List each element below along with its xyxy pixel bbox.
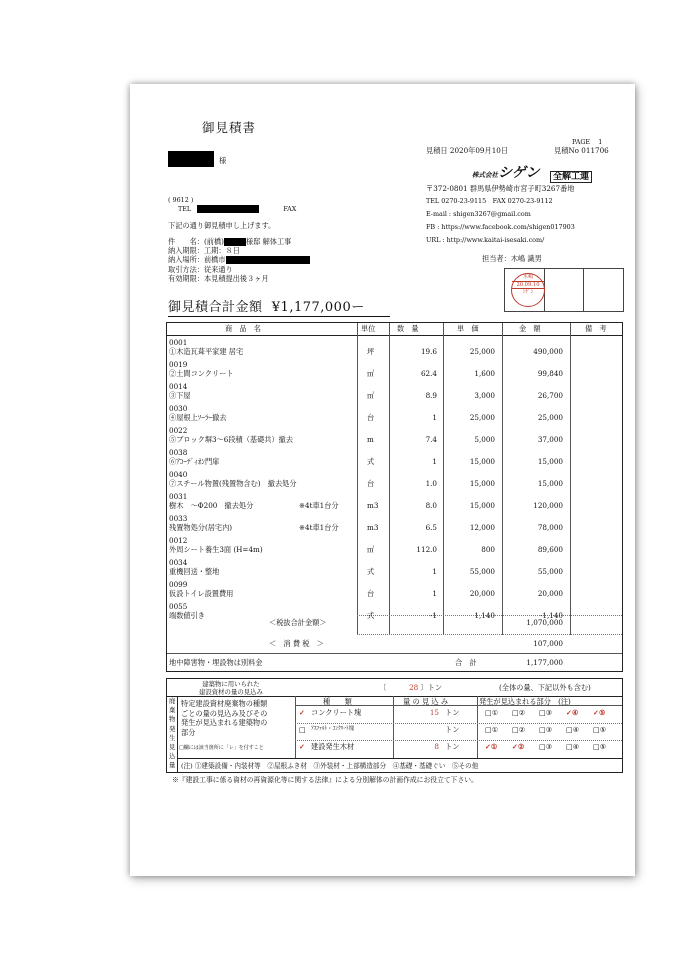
total-value: ¥1,177,000ー (271, 300, 365, 315)
grand-total-value: 1,177,000 (526, 658, 563, 667)
row-name: ⑦スチール物置(残置物含む) 撤去処分 (169, 479, 297, 488)
page-number: 1 (598, 138, 603, 146)
waste-row-checkbox[interactable]: ✓ (299, 708, 306, 717)
page-label: PAGE (572, 138, 591, 146)
row-qty: 1 (432, 589, 437, 598)
header-note: 備 考 (585, 324, 607, 333)
fax-label: FAX (283, 205, 297, 213)
row-qty: 62.4 (420, 369, 437, 378)
row-qty: 6.5 (425, 523, 437, 532)
row-price: 15,000 (469, 501, 495, 510)
waste-checkbox-note: □欄には該当箇所に「レ」を付すこと (179, 745, 264, 751)
row-price: 55,000 (469, 567, 495, 576)
row-amount: -1,140 (539, 611, 563, 620)
company-address: 〒372-0801 群馬県伊勢崎市宮子町3267番地 (426, 184, 575, 193)
field-deadline: 納入期限：工期：８日 (168, 246, 240, 256)
date-label: 見積日 (426, 146, 448, 155)
row-qty: 1 (432, 457, 437, 466)
tel-label: TEL (178, 205, 192, 213)
number-label: 見積No (554, 146, 579, 155)
honorific: 様 (219, 156, 227, 165)
row-name: ②土間コンクリート (169, 369, 234, 378)
row-code: 0030 (169, 404, 188, 413)
waste-part-checkbox[interactable]: □④ (566, 725, 580, 734)
company-url: URL : http://www.kaitai-isesaki.com/ (426, 236, 545, 244)
stamp-name: 木嶋 (512, 274, 544, 282)
row-amount: 37,000 (537, 435, 563, 444)
row-price: 1,140 (474, 611, 495, 620)
waste-part-checkbox[interactable]: □② (512, 725, 526, 734)
waste-row-qty: 8 (434, 742, 439, 751)
row-qty: 1 (432, 567, 437, 576)
waste-part-checkbox[interactable]: □① (485, 725, 499, 734)
row-price: 1,600 (474, 369, 495, 378)
field-location: 納入場所：前橋市 (168, 255, 310, 264)
row-unit: m3 (367, 501, 379, 510)
row-code: 0022 (169, 426, 188, 435)
redacted-client (168, 151, 214, 167)
row-qty: 19.6 (420, 347, 437, 356)
number-value: 011706 (581, 146, 609, 155)
document-title: 御見積書 (202, 120, 257, 135)
waste-total-note: (全体の量、下記以外も含む) (499, 683, 591, 692)
intro-text: 下記の通り御見積申し上げます。 (168, 221, 276, 230)
row-qty: 8.9 (425, 391, 437, 400)
client-name (168, 148, 226, 167)
row-price: 5,000 (474, 435, 495, 444)
representative: 担当者：木嶋 識男 (482, 254, 542, 263)
waste-row-qty: 15 (429, 708, 439, 717)
waste-row-checkbox[interactable]: □ (299, 725, 306, 734)
waste-row-unit: トン (445, 742, 460, 751)
row-unit: m (367, 435, 374, 444)
footnote: ※『建設工事に係る資材の再資源化等に関する法律』による分別解体の計画作成にお役立て下さい。 (172, 776, 478, 784)
subtotal-label: ＜税抜合計金額＞ (269, 618, 327, 627)
row-name: ①木造瓦葺平家建 居宅 (169, 347, 244, 356)
row-price: 25,000 (469, 347, 495, 356)
redacted-location (226, 256, 310, 264)
waste-row-unit: トン (445, 725, 460, 734)
side-label-char: 発 (169, 724, 176, 733)
waste-part-checkbox[interactable]: ✓② (512, 742, 525, 751)
side-label-char: 廃 (169, 697, 176, 705)
row-unit: ㎡ (367, 369, 375, 378)
total-amount (168, 296, 390, 317)
total-label: 御見積合計金額 (168, 300, 263, 315)
row-amount: 15,000 (537, 479, 563, 488)
row-unit: m3 (367, 523, 379, 532)
waste-legend: (注) ①建築設備・内装材等 ②屋根ふき材 ③外装材・上部構造部分 ④基礎・基礎ぐい ⑤その他 (181, 762, 479, 770)
logo-name: シゲン (498, 165, 540, 181)
company-tel-fax: TEL 0270-23-9115 FAX 0270-23-9112 (426, 197, 553, 205)
row-amount: 490,000 (533, 347, 563, 356)
row-amount: 99,840 (537, 369, 563, 378)
waste-part-checkbox[interactable]: ✓① (485, 742, 498, 751)
waste-row-checkbox[interactable]: ✓ (299, 742, 306, 751)
row-name: ⑥ｱｺｰﾃﾞｨｵﾝ門扉 (169, 457, 220, 466)
row-qty: -1 (429, 611, 437, 620)
redacted-subject (224, 238, 246, 246)
row-code: 0034 (169, 558, 188, 567)
side-label-char: 量 (169, 761, 176, 770)
side-label-char: 生 (169, 733, 176, 742)
badge-text: 全解工連 (550, 171, 592, 183)
col-part: 発生が見込まれる部分 (注) (479, 697, 571, 706)
row-qty: 1.0 (425, 479, 437, 488)
row-code: 0019 (169, 360, 188, 369)
row-code: 0001 (169, 338, 188, 347)
footer-note: 地中障害物・埋設物は別料金 (169, 658, 263, 667)
row-amount: 20,000 (537, 589, 563, 598)
waste-total: 〔 28 〕トン (379, 683, 443, 692)
tax-label: ＜ 消 費 税 ＞ (269, 639, 324, 648)
row-name: 仮設トイレ設置費用 (169, 589, 234, 598)
side-label-char: 込 (169, 752, 176, 761)
estimate-number (554, 146, 609, 155)
row-price: 12,000 (469, 523, 495, 532)
row-qty: 7.4 (425, 435, 437, 444)
redacted-tel (197, 205, 259, 213)
row-unit: 式 (367, 611, 375, 620)
row-code: 0038 (169, 448, 188, 457)
row-price: 3,000 (474, 391, 495, 400)
row-amount: 15,000 (537, 457, 563, 466)
row-amount: 25,000 (537, 413, 563, 422)
waste-row-unit: トン (445, 708, 460, 717)
row-amount: 89,600 (537, 545, 563, 554)
side-label-char: 見 (169, 743, 176, 752)
row-code: 0040 (169, 470, 188, 479)
waste-part-checkbox[interactable]: □③ (539, 725, 553, 734)
header-amount: 金 額 (519, 324, 541, 333)
estimate-fields (168, 237, 310, 283)
stamp-date: 20.09.10 (512, 282, 544, 290)
row-unit: 式 (367, 567, 375, 576)
waste-part-checkbox[interactable]: ✓④ (566, 708, 579, 717)
row-code: 0099 (169, 580, 188, 589)
subtotal-value: 1,070,000 (526, 618, 563, 627)
waste-part-checkbox[interactable]: □⑤ (593, 725, 607, 734)
row-unit: 台 (367, 413, 375, 422)
date-value: 2020年09月10日 (449, 146, 509, 155)
row-unit: ㎡ (367, 545, 375, 554)
waste-side-label (169, 697, 177, 771)
stamp-company: ｼｹﾞﾝ (522, 289, 534, 295)
waste-part-checkbox[interactable]: □④ (566, 742, 580, 751)
header-price: 単 価 (457, 324, 479, 333)
row-name: ③下屋 (169, 391, 191, 400)
row-name: 樹木 〜Φ200 撤去処分 (169, 501, 254, 510)
estimate-date (426, 146, 508, 155)
waste-part-checkbox[interactable]: □① (485, 708, 499, 717)
row-name: ⑤ブロック塀3〜6段積（基礎共）撤去 (169, 435, 294, 444)
waste-part-checkbox[interactable]: □② (512, 708, 526, 717)
row-name: 端数値引き (169, 611, 205, 620)
row-name: 残置物処分(居宅内) (169, 523, 233, 532)
col-qty: 量 の 見 込 み (403, 697, 449, 706)
waste-part-checkbox[interactable]: □③ (539, 742, 553, 751)
company-logo (472, 162, 539, 182)
row-name: 重機回送・整地 (169, 567, 220, 576)
row-price: 25,000 (469, 413, 495, 422)
row-unit: ㎡ (367, 391, 375, 400)
company-facebook: FB : https://www.facebook.com/shigen017903 (426, 223, 575, 231)
row-name: 外周シート養生3面 (H=4m) (169, 545, 263, 554)
side-label-char: 物 (169, 715, 176, 724)
field-terms: 取引方法：従来通り (168, 264, 233, 274)
row-code: 0014 (169, 382, 188, 391)
row-price: 800 (481, 545, 495, 554)
waste-row-kind: ｱｽﾌｧﾙﾄ・ｺﾝｸﾘｰﾄ塊 (311, 726, 355, 732)
waste-description: 特定建設資材廃棄物の種類 ごとの量の見込み及びその 発生が見込まれる建築物の 部分 (181, 699, 268, 737)
company-email: E-mail : shigen3267@gmail.com (426, 210, 531, 218)
row-amount: 120,000 (533, 501, 563, 510)
row-note: ※4t車1台分 (299, 523, 339, 532)
waste-heading: 建築物に用いられた 建設資材の量の見込み (199, 680, 263, 696)
row-code: 0055 (169, 602, 188, 611)
logo-prefix: 株式会社 (472, 171, 498, 179)
row-unit: 坪 (367, 347, 375, 356)
header-qty: 数 量 (397, 324, 419, 333)
row-amount: 55,000 (537, 567, 563, 576)
header-item: 商 品 名 (225, 324, 261, 333)
row-name: ④屋根上ｿｰﾗｰ撤去 (169, 413, 227, 422)
row-code: 0033 (169, 514, 188, 523)
header-unit: 単位 (361, 324, 376, 333)
row-amount: 26,700 (537, 391, 563, 400)
field-subject: 件 名：(前橋) 様邸 解体工事 (168, 237, 292, 246)
estimate-table (166, 322, 623, 672)
client-code: ( 9612 ) (168, 196, 194, 204)
waste-row-kind: 建設発生木材 (311, 742, 355, 751)
waste-row-kind: コンクリート塊 (311, 708, 362, 717)
row-unit: 台 (367, 479, 375, 488)
row-code: 0031 (169, 492, 188, 501)
red-seal-stamp (511, 273, 545, 307)
row-qty: 8.0 (425, 501, 437, 510)
waste-estimate-table (166, 678, 623, 773)
page-indicator (572, 138, 602, 146)
client-tel (178, 205, 296, 213)
side-label-char: 棄 (169, 706, 176, 715)
row-amount: 78,000 (537, 523, 563, 532)
row-qty: 1 (432, 413, 437, 422)
table-header (167, 323, 622, 336)
waste-part-checkbox[interactable]: □③ (539, 708, 553, 717)
row-unit: 式 (367, 457, 375, 466)
association-badge (550, 164, 592, 183)
grand-total-label: 合 計 (455, 658, 477, 667)
waste-part-checkbox[interactable]: □⑤ (593, 742, 607, 751)
row-price: 15,000 (469, 479, 495, 488)
estimate-sheet (130, 84, 635, 876)
tax-value: 107,000 (533, 639, 563, 648)
col-kind: 種 類 (323, 697, 352, 706)
row-price: 20,000 (469, 589, 495, 598)
row-note: ※4t車1台分 (299, 501, 339, 510)
waste-part-checkbox[interactable]: ✓⑤ (593, 708, 606, 717)
row-qty: 112.0 (416, 545, 437, 554)
waste-total-value: 28 (409, 683, 419, 692)
row-price: 15,000 (469, 457, 495, 466)
field-validity: 有効期限：本見積提出後３ヶ月 (168, 273, 269, 283)
row-code: 0012 (169, 536, 188, 545)
row-unit: 台 (367, 589, 375, 598)
